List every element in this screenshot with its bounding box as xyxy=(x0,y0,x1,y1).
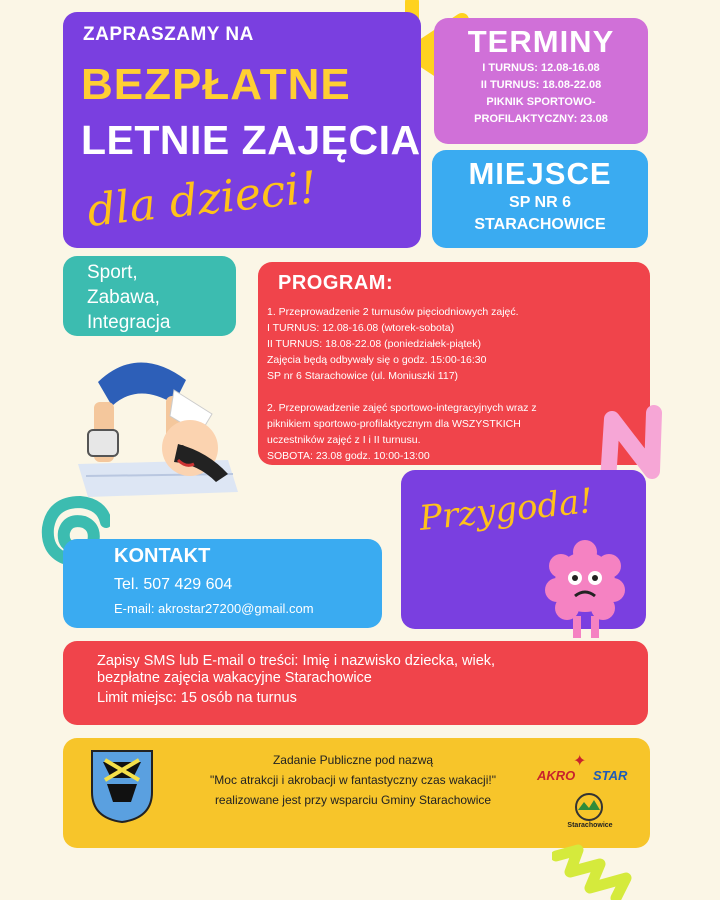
program-line: 1. Przeprowadzenie 2 turnusów pięciodniowych zajęć. xyxy=(267,306,519,318)
program-line: SP nr 6 Starachowice (ul. Moniuszki 117) xyxy=(267,370,459,382)
footer-text xyxy=(173,750,533,810)
hero-headline-free: BEZPŁATNE xyxy=(81,60,351,109)
kid-exercise-illustration xyxy=(78,352,248,502)
miejsce-line: SP NR 6 xyxy=(509,194,571,211)
program-line: SOBOTA: 23.08 godz. 10:00-13:00 xyxy=(267,450,430,462)
tag-line: Integracja xyxy=(87,312,171,333)
tag-line: Zabawa, xyxy=(87,287,160,308)
akrostar-logo-star: STAR xyxy=(593,768,628,783)
tag-line: Sport, xyxy=(87,262,138,283)
program-line: 2. Przeprowadzenie zajęć sportowo-integracyjnych wraz z xyxy=(267,402,537,414)
program-title: PROGRAM: xyxy=(278,272,394,294)
program-line: I TURNUS: 12.08-16.08 (wtorek-sobota) xyxy=(267,322,455,334)
program-line: piknikiem sportowo-profilaktycznym dla WSZYSTKICH xyxy=(267,418,521,430)
terminy-title: TERMINY xyxy=(467,24,615,59)
town-logo xyxy=(572,792,606,822)
invite-text: ZAPRASZAMY NA xyxy=(83,24,254,45)
program-line: uczestników zajęć z I i II turnusu. xyxy=(267,434,421,446)
hero-card xyxy=(63,12,421,248)
monster-icon xyxy=(545,540,625,644)
kontakt-title: KONTAKT xyxy=(114,545,211,567)
program-line: Zajęcia będą odbywały się o godz. 15:00-16:30 xyxy=(267,354,487,366)
footer-card xyxy=(63,738,650,848)
footer-line: Zadanie Publiczne pod nazwą xyxy=(272,753,434,767)
miejsce-card xyxy=(432,150,648,248)
coat-of-arms-icon xyxy=(89,748,155,824)
program-card xyxy=(258,262,650,465)
terminy-line: PROFILAKTYCZNY: 23.08 xyxy=(474,113,608,125)
kontakt-phone[interactable]: Tel. 507 429 604 xyxy=(114,576,233,593)
footer-line: realizowane jest przy wsparciu Gminy Starachowice xyxy=(214,793,492,807)
program-body xyxy=(267,304,537,464)
kontakt-card xyxy=(63,539,382,628)
town-logo-label: Starachowice xyxy=(567,822,613,829)
sport-tag-card xyxy=(63,256,236,336)
miejsce-title: MIEJSCE xyxy=(468,156,612,191)
terminy-card xyxy=(434,18,648,144)
zapisy-line: bezpłatne zajęcia wakacyjne Starachowice xyxy=(97,670,372,686)
miejsce-line: STARACHOWICE xyxy=(474,216,606,233)
terminy-line: II TURNUS: 18.08-22.08 xyxy=(480,79,602,91)
program-line: II TURNUS: 18.08-22.08 (poniedziałek-piątek) xyxy=(267,338,481,350)
zapisy-line: Zapisy SMS lub E-mail o treści: Imię i nazwisko dziecka, wiek, xyxy=(97,653,496,669)
akrostar-logo-figure: ✦ xyxy=(573,753,587,770)
zapisy-card xyxy=(63,641,648,725)
przygoda-script: Przygoda! xyxy=(417,481,595,539)
hero-headline-summer: LETNIE ZAJĘCIA xyxy=(81,117,421,163)
zigzag-icon xyxy=(552,842,662,900)
zapisy-limit: Limit miejsc: 15 osób na turnus xyxy=(97,690,297,706)
footer-line: "Moc atrakcji i akrobacji w fantastyczny czas wakacji!" xyxy=(210,773,496,787)
akrostar-logo-akro: AKRO xyxy=(537,768,576,783)
terminy-line: PIKNIK SPORTOWO- xyxy=(486,96,596,108)
kontakt-email[interactable]: E-mail: akrostar27200@gmail.com xyxy=(114,601,314,616)
terminy-line: I TURNUS: 12.08-16.08 xyxy=(482,62,600,74)
hero-script-kids: dla dzieci! xyxy=(84,162,320,237)
